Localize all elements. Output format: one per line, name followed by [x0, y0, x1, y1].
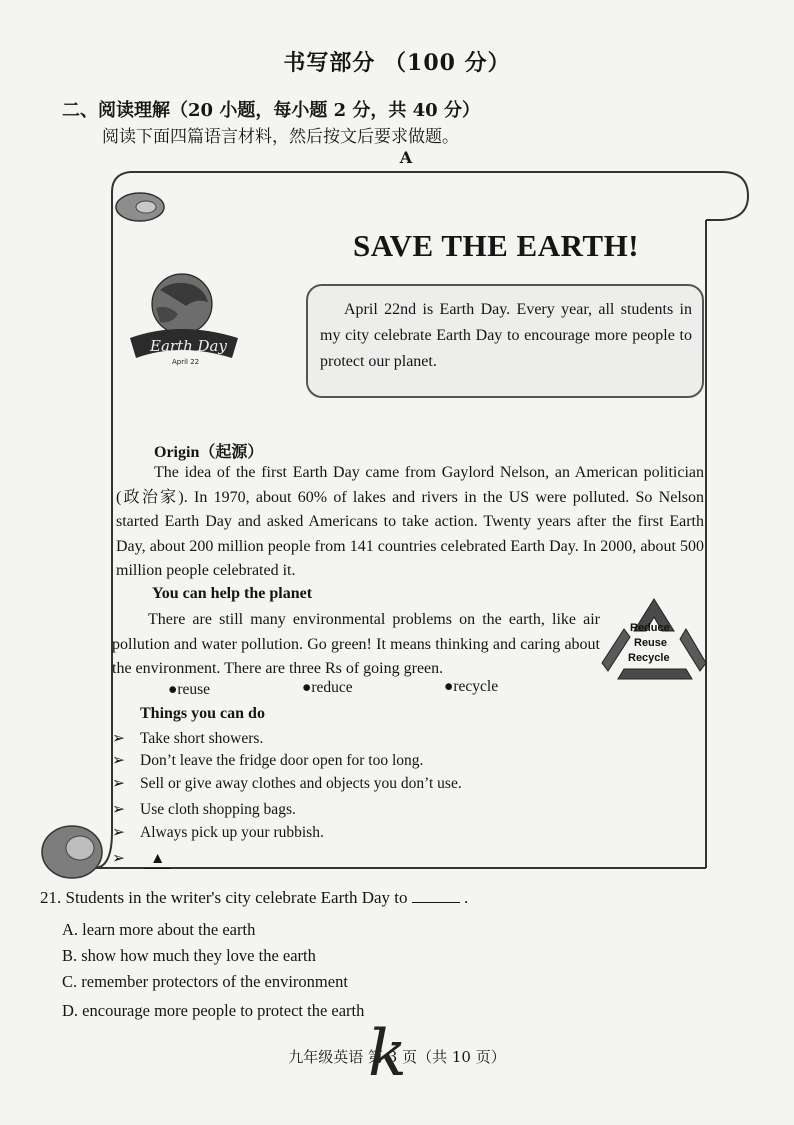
intro-text: April 22nd is Earth Day. Every year, all students in my city celebrate Earth Day to encourage more people to protect our planet.	[320, 301, 692, 370]
tip-item: ➢ Use cloth shopping bags.	[112, 801, 296, 818]
option-b[interactable]: B. show how much they love the earth	[62, 946, 316, 965]
tip-item: ➢ Sell or give away clothes and objects you don’t use.	[112, 775, 462, 792]
tip-item: ➢ Take short showers.	[112, 730, 264, 747]
things-heading: Things you can do	[140, 705, 265, 722]
option-a[interactable]: A. learn more about the earth	[62, 920, 256, 939]
arrow-icon: ➢	[112, 850, 125, 867]
poster-headline: SAVE THE EARTH!	[352, 228, 640, 263]
tip-item: ➢ Don’t leave the fridge door open for too long.	[112, 752, 424, 769]
recycle-icon	[600, 595, 708, 685]
section-heading: 二、阅读理解（20 小题，每小题 2 分，共 40 分）	[62, 100, 480, 121]
recycle-word-1: Reduce	[630, 622, 670, 634]
arrow-icon: ➢	[112, 752, 125, 769]
arrow-icon: ➢	[112, 730, 125, 747]
page-title: 书写部分 （100 分）	[283, 50, 511, 76]
origin-text: The idea of the first Earth Day came from Gaylord Nelson, an American politician (政治家). In 1970, about 60% of lakes and rivers in the US were polluted. So Nelson started Earth Day and asked Americans to take action. Twenty years after the first Earth Day, about 200 million people from 141 countries celebrated Earth Day. In 2000, about 500 million people celebrated it.	[116, 464, 704, 579]
option-d[interactable]: D. encourage more people to protect the earth	[62, 1001, 365, 1020]
r-recycle: ●recycle	[444, 678, 499, 695]
logo-text: Earth Day	[150, 337, 227, 355]
origin-heading: Origin（起源）	[154, 444, 264, 461]
r-reuse: ●reuse	[168, 681, 211, 698]
section-instruction: 阅读下面四篇语言材料，然后按文后要求做题。	[102, 127, 459, 147]
answer-blank	[412, 888, 460, 903]
recycle-word-3: Recycle	[628, 652, 670, 664]
watermark-k: k	[368, 1017, 407, 1091]
page-footer: 九年级英语 第 3 页（共 10 页）	[288, 1048, 506, 1066]
tip-item: ➢ Always pick up your rubbish.	[112, 824, 324, 841]
help-text: There are still many environmental problems on the earth, like air pollution and water pollution. Go green! It means thinking and caring about the environment. There are three Rs of going green.	[112, 611, 600, 677]
option-c[interactable]: C. remember protectors of the environment	[62, 972, 348, 991]
arrow-icon: ➢	[112, 824, 125, 841]
logo-date: April 22	[172, 358, 200, 366]
triangle-blank-icon: ▲	[144, 850, 171, 869]
passage-label: A	[399, 148, 413, 167]
earth-day-logo	[120, 268, 250, 368]
question-stem: 21. Students in the writer's city celebrate Earth Day to .	[40, 888, 469, 907]
r-reduce: ●reduce	[302, 679, 353, 696]
arrow-icon: ➢	[112, 801, 125, 818]
arrow-icon: ➢	[112, 775, 125, 792]
help-heading: You can help the planet	[152, 585, 313, 602]
tip-item-blank	[112, 849, 171, 869]
recycle-word-2: Reuse	[634, 637, 668, 649]
